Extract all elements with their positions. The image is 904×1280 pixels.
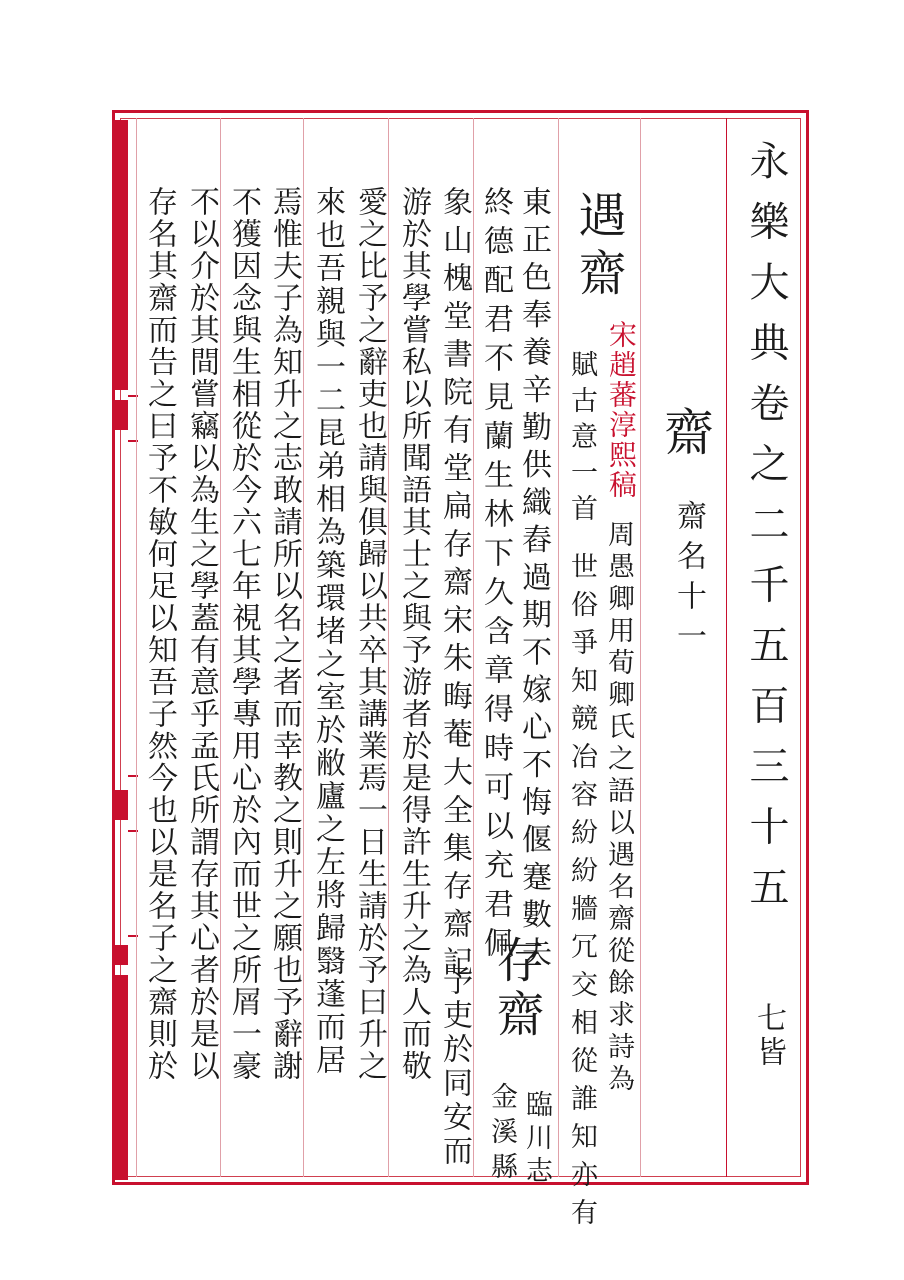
section-heading: 齋 xyxy=(656,406,714,456)
column-rule xyxy=(136,118,137,1177)
volume-title-tail: 七皆 xyxy=(751,1002,786,1070)
text-col-1a: 周愚卿用荀卿氏之語以遇名齋從餘求詩為 xyxy=(603,520,634,1096)
text-col-5: 游於其學嘗私以所聞語其士之與予游者於是得許生升之為人而敬 xyxy=(396,186,431,1082)
column-rule xyxy=(558,118,559,1177)
column-rule xyxy=(726,118,727,1177)
text-col-1c: 世俗爭知競冶容紛紛牆冗交相從誰知亦有 xyxy=(566,552,597,1236)
binding-strip-mid3 xyxy=(112,945,128,965)
source-linchuan: 臨川志 xyxy=(521,1090,552,1189)
column-rule xyxy=(388,118,389,1177)
attribution: 宋趙蕃淳熙稿 xyxy=(605,320,638,500)
binding-strip-mid1 xyxy=(112,400,128,430)
text-col-2: 東正色奉養辛勤供織舂過期不嫁心不悔偃蹇數夫 xyxy=(516,186,551,974)
column-rule xyxy=(220,118,221,1177)
text-col-4: 象山槐堂書院有堂扁存齋宋朱晦菴大全集存齋記 xyxy=(437,186,472,984)
column-rule xyxy=(640,118,641,1177)
text-col-8: 焉惟夫子為知升之志敢請所以名之者而幸教之則升之願也予辭謝 xyxy=(267,186,302,1082)
column-rule xyxy=(473,118,474,1177)
text-col-5b: 予吏於同安而 xyxy=(437,965,472,1169)
text-col-11: 存名其齋而告之曰予不敏何足以知吾子然今也以是名子之齋則於 xyxy=(142,186,177,1082)
heading-yuzhai: 遇齋 xyxy=(570,190,626,306)
text-col-6: 愛之比予之辭吏也請與俱歸以共卒其講業焉一日生請於予曰升之 xyxy=(352,186,387,1082)
column-rule xyxy=(303,118,304,1177)
text-col-3: 終德配君不見蘭生林下久含章得時可以充君佩 xyxy=(478,186,513,966)
text-col-10: 不以介於其間嘗竊以為生之學蓋有意乎孟氏所謂存其心者於是以 xyxy=(184,186,219,1082)
heading-cunzhai: 存齋 xyxy=(488,935,544,1043)
text-col-9: 不獲因念與生相從於今六七年視其學專用心於內而世之所屑一豪 xyxy=(226,186,261,1082)
text-col-1b: 賦古意一首 xyxy=(566,350,597,530)
volume-title: 永樂大典卷之二千五百三十五 xyxy=(743,140,789,927)
binding-strip-bottom xyxy=(112,975,128,1180)
binding-strip-top xyxy=(112,120,128,390)
source-jinxi: 金溪縣 xyxy=(486,1082,517,1187)
text-col-7: 來也吾親與一二昆弟相為築環堵之室於敝廬之左將歸翳蓬而居 xyxy=(310,186,345,1077)
binding-strip-mid2 xyxy=(112,790,128,820)
subsection-heading: 齋名十一 xyxy=(671,500,706,660)
